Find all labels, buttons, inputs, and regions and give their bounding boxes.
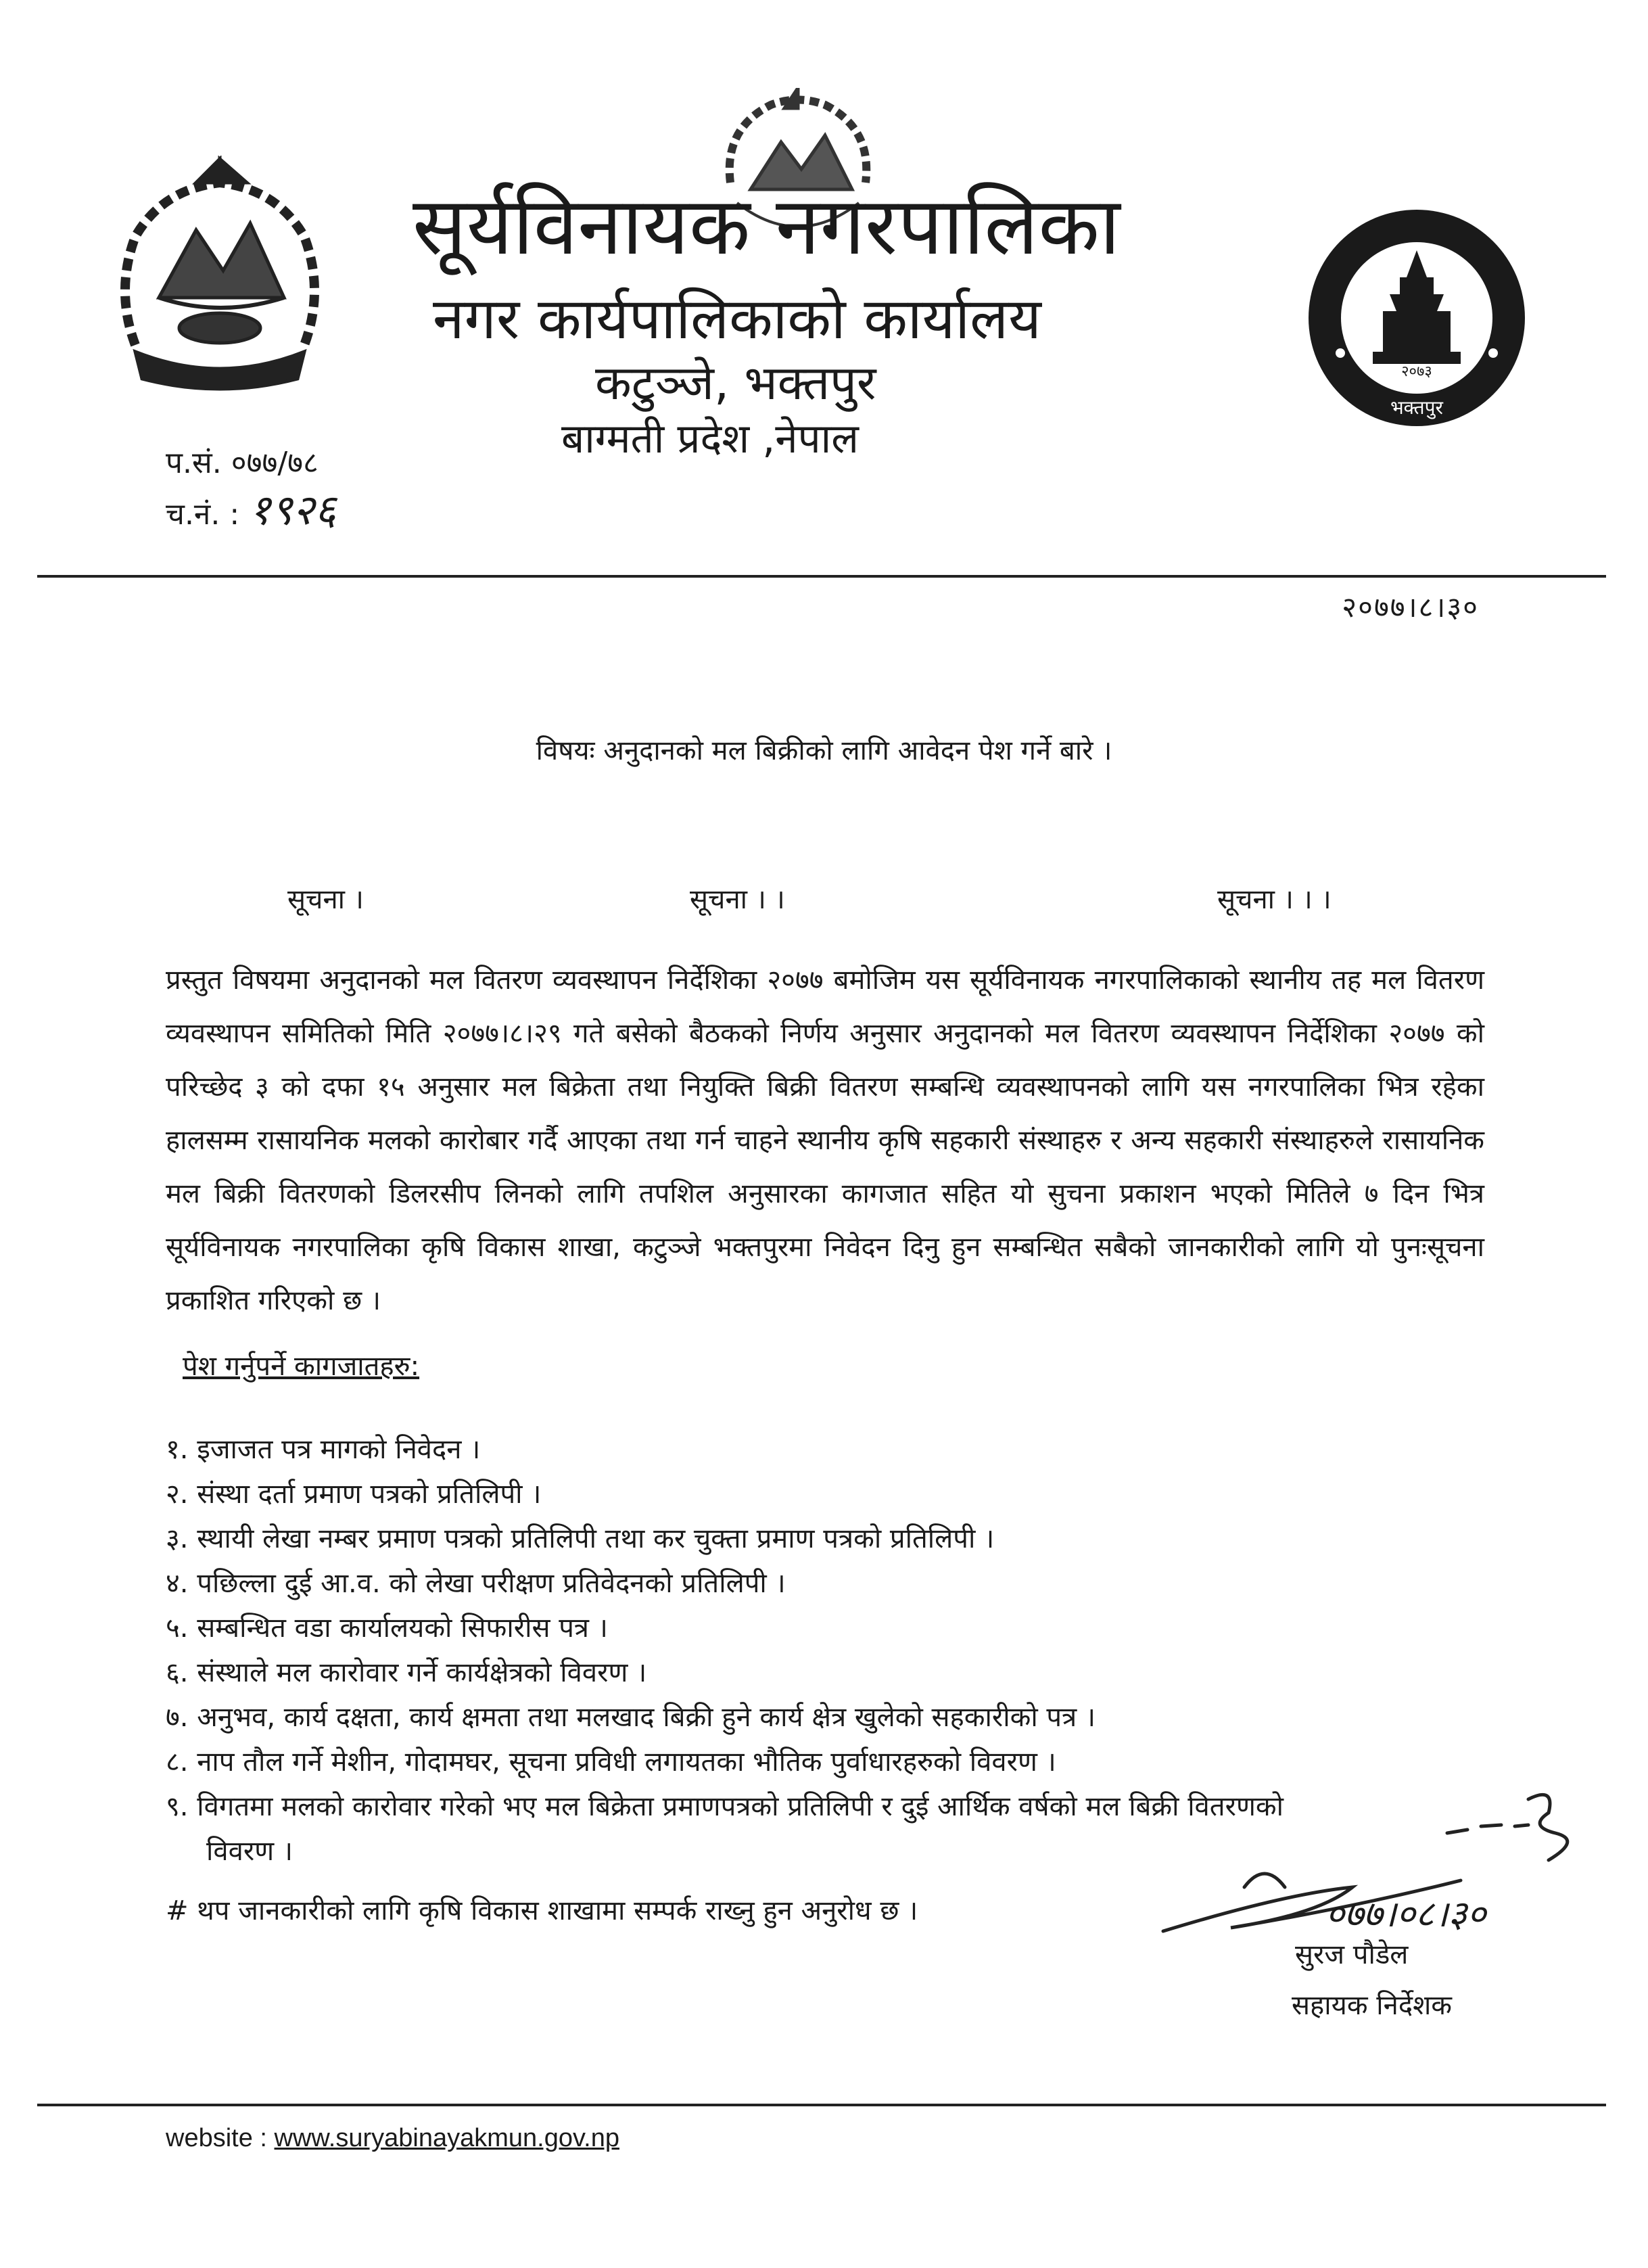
office-name: नगर कार्यपालिकाको कार्यालय [433, 285, 1041, 352]
list-item: ८. नाप तौल गर्ने मेशीन, गोदामघर, सूचना प्रविधी लगायतका भौतिक पुर्वाधारहरुको विवरण । [166, 1746, 1056, 1778]
logo-bottom-text: भक्तपुर [1390, 396, 1444, 419]
list-item: ५. सम्बन्धित वडा कार्यालयको सिफारीस पत्र । [166, 1613, 608, 1644]
website-link[interactable]: www.suryabinayakmun.gov.np [274, 2124, 619, 2152]
dispatch-number-row [166, 480, 336, 537]
dispatch-label: च.नं. : [166, 497, 240, 532]
notice-body-paragraph: प्रस्तुत विषयमा अनुदानको मल वितरण व्यवस्थापन निर्देशिका २०७७ बमोजिम यस सूर्यविनायक नगरपालिकाको स्थानीय तह मल वितरण व्यवस्थापन समितिको मिति २०७७।८।२९ गते बसेको बैठकको निर्णय अनुसार अनुदानको मल वितरण व्यवस्थापन निर्देशिका २०७७ को परिच्छेद ३ को दफा १५ अनुसार मल बिक्रेता तथा नियुक्ति बिक्री वितरण सम्बन्धि व्यवस्थापनको लागि यस नगरपालिका भित्र रहेका हालसम्म रासायनिक मलको कारोबार गर्दै आएका तथा गर्न चाहने स्थानीय कृषि सहकारी संस्थाहरु र अन्य सहकारी संस्थाहरुले रासायनिक मल बिक्री वितरणको डिलरसीप लिनको लागि तपशिल अनुसारका कागजात सहित यो सुचना प्रकाशन भएको मितिले ७ दिन भित्र सूर्यविनायक नगरपालिका कृषि विकास शाखा, कटुञ्जे भक्तपुरमा निवेदन दिनु हुन सम्बन्धित सबैको जानकारीको लागि यो पुनःसूचना प्रकाशित गरिएको छ । [166, 965, 1484, 1316]
municipality-name: सूर्यविनायक नगरपालिका [413, 179, 1121, 273]
notice-label-1: सूचना । [287, 884, 364, 915]
list-item-text: ९. विगतमा मलको कारोवार गरेको भए मल बिक्रेता प्रमाणपत्रको प्रतिलिपी र दुई आर्थिक वर्षको मल बिक्री वितरणको [166, 1791, 1284, 1822]
notice-label-2: सूचना । । [690, 884, 785, 915]
logo-year: २०७३ [1401, 363, 1432, 380]
letter-subject: विषयः अनुदानको मल बिक्रीको लागि आवेदन पेश गर्ने बारे । [536, 735, 1112, 766]
notice-label-3: सूचना । । । [1217, 884, 1332, 915]
list-item: ३. स्थायी लेखा नम्बर प्रमाण पत्रको प्रतिलिपी तथा कर चुक्ता प्रमाण पत्रको प्रतिलिपी । [166, 1523, 995, 1554]
signatory-name: सुरज पौडेल [1295, 1939, 1409, 1970]
nepal-government-emblem-icon [95, 156, 345, 406]
municipality-temple-logo-icon [1305, 203, 1528, 433]
documents-heading: पेश गर्नुपर्ने कागजातहरु: [183, 1351, 420, 1382]
signatory-title: सहायक निर्देशक [1292, 1990, 1452, 2021]
list-item-continuation: विवरण । [206, 1836, 293, 1867]
reference-number: प.सं. ०७७/७८ [166, 446, 319, 480]
letter-date: २०७७।८।३० [1342, 591, 1479, 624]
website-footer [166, 2124, 619, 2153]
list-item: ६. संस्थाले मल कारोवार गर्ने कार्यक्षेत्रको विवरण । [166, 1657, 647, 1688]
header-divider [37, 575, 1606, 578]
office-location: कटुञ्जे, भक्तपुर [595, 355, 876, 411]
dispatch-number: १९२६ [249, 485, 337, 534]
list-item: ७. अनुभव, कार्य दक्षता, कार्य क्षमता तथा मलखाद बिक्री हुने कार्य क्षेत्र खुलेको सहकारीको पत्र । [166, 1702, 1096, 1733]
list-item: २. संस्था दर्ता प्रमाण पत्रको प्रतिलिपी । [166, 1479, 542, 1510]
province-country: बाग्मती प्रदेश ,नेपाल [561, 415, 859, 463]
signature-date: ०७७।०८।३० [1325, 1893, 1486, 1935]
list-item: ४. पछिल्ला दुई आ.व. को लेखा परीक्षण प्रतिवेदनको प्रतिलिपी । [166, 1568, 786, 1599]
website-label: website : [166, 2124, 267, 2152]
contact-footnote: # थप जानकारीको लागि कृषि विकास शाखामा सम्पर्क राख्नु हुन अनुरोध छ । [166, 1895, 918, 1926]
list-item: १. इजाजत पत्र मागको निवेदन । [166, 1434, 481, 1465]
footer-divider [37, 2104, 1606, 2106]
